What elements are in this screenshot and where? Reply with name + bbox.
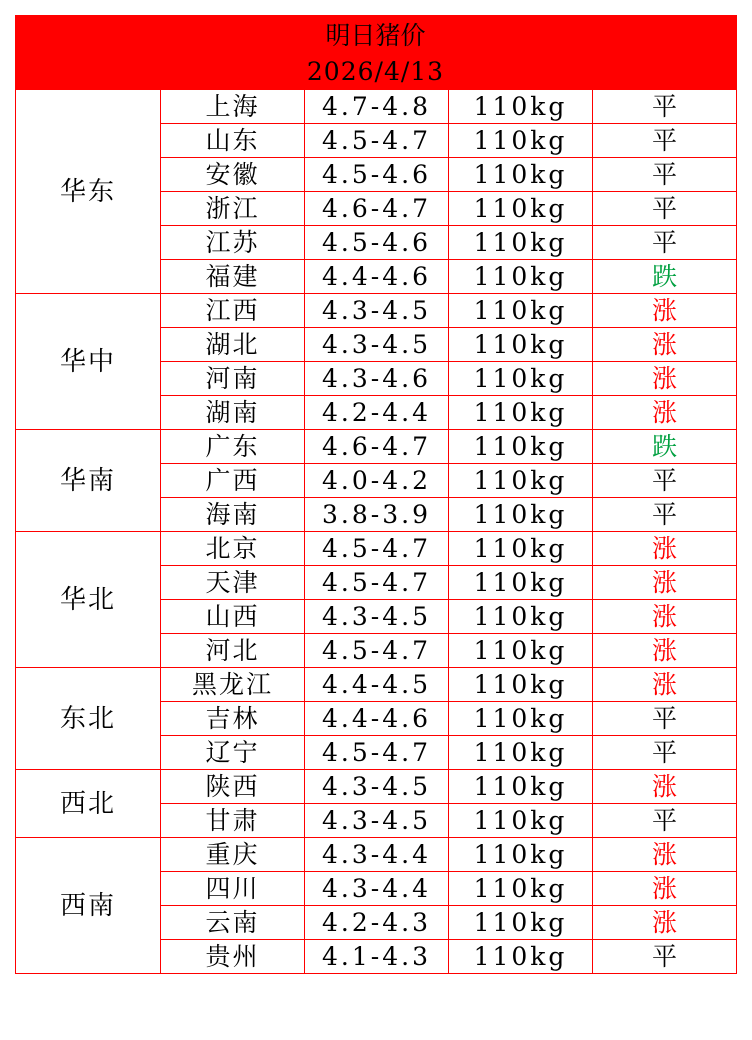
province-cell: 天津	[161, 566, 305, 600]
region-cell: 西南	[16, 838, 161, 974]
weight-cell: 110kg	[449, 226, 593, 260]
header-banner	[15, 15, 737, 89]
table-row	[16, 532, 737, 566]
price-cell: 4.5-4.7	[305, 634, 449, 668]
province-cell: 江西	[161, 294, 305, 328]
price-cell: 4.5-4.7	[305, 736, 449, 770]
weight-cell: 110kg	[449, 260, 593, 294]
province-cell: 河南	[161, 362, 305, 396]
province-cell: 浙江	[161, 192, 305, 226]
price-cell: 4.3-4.5	[305, 294, 449, 328]
province-cell: 河北	[161, 634, 305, 668]
region-cell: 东北	[16, 668, 161, 770]
price-cell: 3.8-3.9	[305, 498, 449, 532]
province-cell: 海南	[161, 498, 305, 532]
price-cell: 4.0-4.2	[305, 464, 449, 498]
province-cell: 上海	[161, 90, 305, 124]
province-cell: 云南	[161, 906, 305, 940]
weight-cell: 110kg	[449, 430, 593, 464]
trend-cell: 涨	[593, 294, 737, 328]
trend-cell: 平	[593, 702, 737, 736]
trend-cell: 平	[593, 736, 737, 770]
weight-cell: 110kg	[449, 872, 593, 906]
weight-cell: 110kg	[449, 498, 593, 532]
trend-cell: 涨	[593, 566, 737, 600]
price-cell: 4.2-4.3	[305, 906, 449, 940]
weight-cell: 110kg	[449, 804, 593, 838]
weight-cell: 110kg	[449, 838, 593, 872]
province-cell: 北京	[161, 532, 305, 566]
region-cell: 华东	[16, 90, 161, 294]
weight-cell: 110kg	[449, 532, 593, 566]
price-cell: 4.3-4.4	[305, 838, 449, 872]
pig-price-sheet	[15, 15, 737, 1025]
price-cell: 4.3-4.6	[305, 362, 449, 396]
trend-cell: 涨	[593, 634, 737, 668]
price-cell: 4.6-4.7	[305, 430, 449, 464]
price-cell: 4.5-4.6	[305, 158, 449, 192]
province-cell: 湖南	[161, 396, 305, 430]
price-cell: 4.5-4.7	[305, 532, 449, 566]
region-cell: 华北	[16, 532, 161, 668]
weight-cell: 110kg	[449, 668, 593, 702]
price-cell: 4.5-4.6	[305, 226, 449, 260]
table-row	[16, 838, 737, 872]
province-cell: 陕西	[161, 770, 305, 804]
weight-cell: 110kg	[449, 634, 593, 668]
trend-cell: 涨	[593, 328, 737, 362]
page-date: 2026/4/13	[306, 57, 445, 86]
province-cell: 四川	[161, 872, 305, 906]
province-cell: 贵州	[161, 940, 305, 974]
price-cell: 4.5-4.7	[305, 566, 449, 600]
weight-cell: 110kg	[449, 90, 593, 124]
trend-cell: 平	[593, 124, 737, 158]
weight-cell: 110kg	[449, 396, 593, 430]
price-cell: 4.3-4.5	[305, 328, 449, 362]
weight-cell: 110kg	[449, 192, 593, 226]
price-cell: 4.4-4.6	[305, 702, 449, 736]
region-cell: 华南	[16, 430, 161, 532]
weight-cell: 110kg	[449, 464, 593, 498]
weight-cell: 110kg	[449, 158, 593, 192]
price-cell: 4.6-4.7	[305, 192, 449, 226]
table-row	[16, 430, 737, 464]
price-cell: 4.1-4.3	[305, 940, 449, 974]
weight-cell: 110kg	[449, 294, 593, 328]
weight-cell: 110kg	[449, 362, 593, 396]
page-title: 明日猪价	[325, 21, 426, 50]
weight-cell: 110kg	[449, 940, 593, 974]
province-cell: 广东	[161, 430, 305, 464]
province-cell: 辽宁	[161, 736, 305, 770]
province-cell: 江苏	[161, 226, 305, 260]
price-cell: 4.2-4.4	[305, 396, 449, 430]
weight-cell: 110kg	[449, 328, 593, 362]
price-cell: 4.3-4.5	[305, 804, 449, 838]
price-cell: 4.3-4.5	[305, 770, 449, 804]
trend-cell: 平	[593, 192, 737, 226]
weight-cell: 110kg	[449, 906, 593, 940]
weight-cell: 110kg	[449, 702, 593, 736]
weight-cell: 110kg	[449, 600, 593, 634]
province-cell: 湖北	[161, 328, 305, 362]
province-cell: 吉林	[161, 702, 305, 736]
trend-cell: 涨	[593, 838, 737, 872]
province-cell: 广西	[161, 464, 305, 498]
trend-cell: 涨	[593, 600, 737, 634]
trend-cell: 涨	[593, 396, 737, 430]
price-cell: 4.3-4.4	[305, 872, 449, 906]
trend-cell: 涨	[593, 362, 737, 396]
province-cell: 山西	[161, 600, 305, 634]
weight-cell: 110kg	[449, 124, 593, 158]
price-cell: 4.7-4.8	[305, 90, 449, 124]
region-cell: 华中	[16, 294, 161, 430]
trend-cell: 平	[593, 498, 737, 532]
province-cell: 重庆	[161, 838, 305, 872]
trend-cell: 平	[593, 464, 737, 498]
trend-cell: 涨	[593, 872, 737, 906]
province-cell: 福建	[161, 260, 305, 294]
price-cell: 4.3-4.5	[305, 600, 449, 634]
weight-cell: 110kg	[449, 736, 593, 770]
province-cell: 甘肃	[161, 804, 305, 838]
trend-cell: 平	[593, 226, 737, 260]
region-cell: 西北	[16, 770, 161, 838]
trend-cell: 跌	[593, 260, 737, 294]
price-table-body	[16, 90, 737, 974]
table-row	[16, 90, 737, 124]
trend-cell: 涨	[593, 532, 737, 566]
province-cell: 黑龙江	[161, 668, 305, 702]
trend-cell: 涨	[593, 668, 737, 702]
province-cell: 山东	[161, 124, 305, 158]
weight-cell: 110kg	[449, 566, 593, 600]
trend-cell: 跌	[593, 430, 737, 464]
price-table	[15, 89, 737, 974]
price-cell: 4.5-4.7	[305, 124, 449, 158]
trend-cell: 涨	[593, 770, 737, 804]
weight-cell: 110kg	[449, 770, 593, 804]
trend-cell: 涨	[593, 906, 737, 940]
table-row	[16, 668, 737, 702]
table-row	[16, 294, 737, 328]
price-cell: 4.4-4.5	[305, 668, 449, 702]
province-cell: 安徽	[161, 158, 305, 192]
price-cell: 4.4-4.6	[305, 260, 449, 294]
trend-cell: 平	[593, 158, 737, 192]
trend-cell: 平	[593, 804, 737, 838]
trend-cell: 平	[593, 90, 737, 124]
trend-cell: 平	[593, 940, 737, 974]
table-row	[16, 770, 737, 804]
